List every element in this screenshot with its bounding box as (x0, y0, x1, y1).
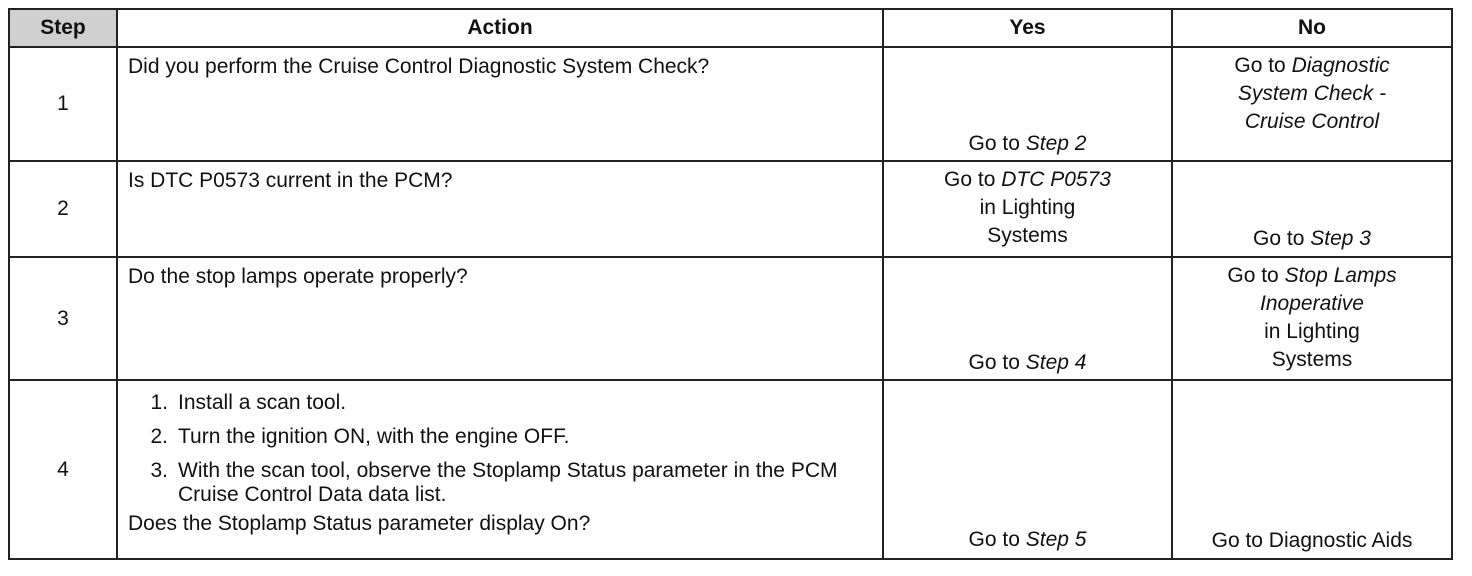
table-row (9, 161, 1452, 256)
no-line3: in Lighting (1264, 319, 1360, 343)
substep-text: Install a scan tool. (178, 391, 347, 415)
header-step: Step (9, 9, 117, 47)
yes-link[interactable]: Step 4 (1025, 350, 1087, 374)
substep-list (128, 391, 872, 507)
no-link-line2[interactable]: System Check - (1237, 82, 1387, 105)
no-cell (1172, 380, 1452, 559)
substep-number: 1. (150, 391, 168, 415)
substep-number: 2. (150, 425, 168, 449)
no-cell (1172, 257, 1452, 380)
substep-item (128, 425, 872, 449)
no-prefix: Go to (1234, 54, 1292, 77)
header-action: Action (117, 9, 883, 47)
header-row (9, 9, 1452, 47)
no-cell (1172, 47, 1452, 161)
yes-text (884, 132, 1171, 156)
action-question: Does the Stoplamp Status parameter display On? (128, 512, 591, 536)
table-row (9, 380, 1452, 559)
table-row (9, 257, 1452, 380)
header-yes: Yes (883, 9, 1172, 47)
yes-line3: Systems (987, 224, 1068, 248)
header-no: No (1172, 9, 1452, 47)
yes-link[interactable]: Step 5 (1025, 528, 1087, 552)
no-link[interactable]: Diagnostic (1291, 54, 1390, 77)
no-cell (1172, 161, 1452, 256)
action-cell (117, 257, 883, 380)
no-prefix: Go to (1227, 263, 1285, 287)
no-link[interactable]: Stop Lamps (1284, 263, 1397, 287)
action-text: Is DTC P0573 current in the PCM? (128, 169, 453, 193)
step-number: 3 (9, 257, 117, 380)
yes-text (884, 528, 1171, 552)
action-cell (117, 161, 883, 256)
yes-text (884, 162, 1171, 250)
no-text (1173, 227, 1451, 251)
no-link[interactable]: Step 3 (1310, 227, 1371, 251)
no-text (1173, 48, 1451, 136)
yes-prefix: Go to (944, 168, 1002, 192)
diagnostic-table (8, 8, 1453, 560)
yes-text (884, 351, 1171, 375)
action-cell (117, 380, 883, 559)
no-link-line2[interactable]: Inoperative (1260, 291, 1364, 315)
table-row (9, 47, 1452, 161)
yes-link[interactable]: DTC P0573 (1001, 168, 1111, 192)
yes-cell (883, 380, 1172, 559)
no-link-line3[interactable]: Cruise Control (1244, 110, 1380, 133)
yes-prefix: Go to (968, 350, 1026, 374)
action-cell (117, 47, 883, 161)
yes-link[interactable]: Step 2 (1025, 132, 1087, 155)
yes-line2: in Lighting (979, 196, 1076, 220)
substep-item (128, 459, 872, 507)
action-text: Do the stop lamps operate properly? (128, 264, 468, 288)
yes-cell (883, 161, 1172, 256)
substep-item (128, 391, 872, 415)
no-text (1173, 258, 1451, 374)
substep-text: Turn the ignition ON, with the engine OFF. (178, 425, 570, 449)
no-line4: Systems (1271, 347, 1353, 371)
substep-text: With the scan tool, observe the Stoplamp Status parameter in the PCM Cruise Control Data data list. (178, 459, 838, 507)
yes-prefix: Go to (968, 528, 1026, 552)
yes-prefix: Go to (968, 132, 1026, 155)
step-number: 4 (9, 380, 117, 559)
yes-cell (883, 257, 1172, 380)
step-number: 1 (9, 47, 117, 161)
no-link[interactable]: Go to Diagnostic Aids (1211, 529, 1413, 553)
yes-cell (883, 47, 1172, 161)
substep-number: 3. (150, 459, 168, 483)
step-number: 2 (9, 161, 117, 256)
action-text: Did you perform the Cruise Control Diagnostic System Check? (128, 55, 710, 78)
no-prefix: Go to (1253, 227, 1311, 251)
